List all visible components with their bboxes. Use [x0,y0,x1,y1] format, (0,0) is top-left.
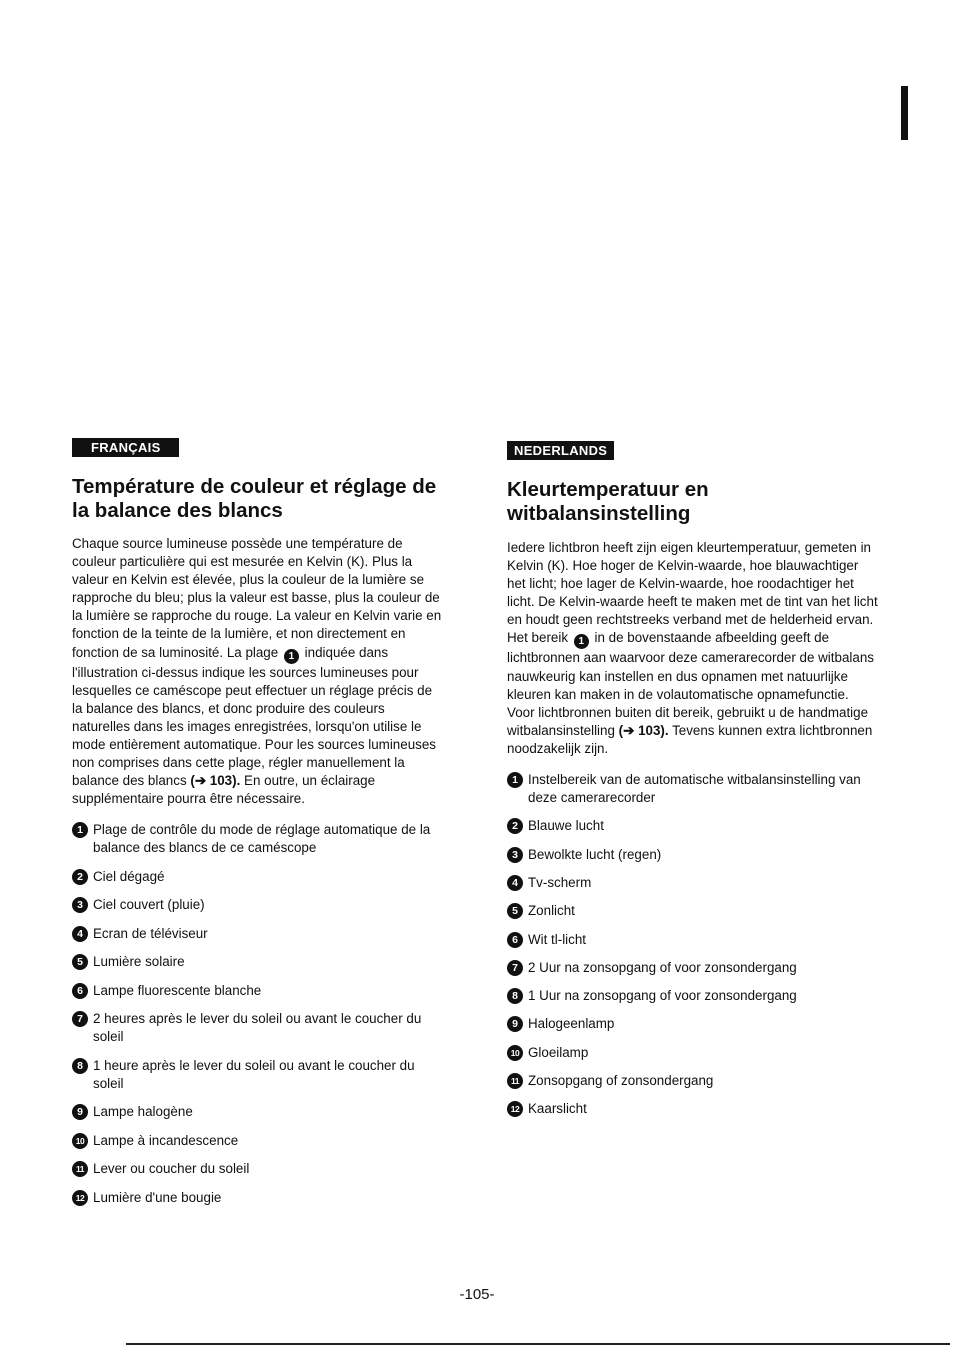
section-edge-marker [901,86,908,140]
nederlands-column [507,441,879,1129]
legend-item [72,821,444,857]
legend-item-text: Lever ou coucher du soleil [93,1161,250,1177]
legend-number-badge: 12 [72,1190,88,1206]
range-text-part2: in de bovenstaande afbeelding geeft de lichtbronnen aan waarvoor deze camerarecorder de witbalans nauwkeurig kan instellen en dus opnamen met natuurlijke kleuren kan maken in de volautomatische opnamefunctie. Voor lichtbronnen buiten dit bereik, gebruikt u de handmatige witbalansinstelling [507,630,874,738]
legend-item [72,868,444,886]
intro-text-part1: Chaque source lumineuse possède une température de couleur particulière qui est mesurée en Kelvin (K). Plus la valeur en Kelvin est élevée, plus la couleur de la lumière se rapproche du bleu; plus la valeur est basse, plus la couleur de la lumière se rapproche du rouge. La valeur en Kelvin varie en fonction de la teinte de la lumière, et non directement en fonction de sa luminosité. La plage [72,536,442,660]
intro-paragraph-nederlands: Iedere lichtbron heeft zijn eigen kleurtemperatuur, gemeten in Kelvin (K). Hoe hoger de Kelvin-waarde, hoe blauwachtiger het licht; hoe lager de Kelvin-waarde, hoe roodachtiger het licht. De Kelvin-waarde heeft te maken met de tint van het licht en houdt geen rechtstreeks verband met de helderheid ervan. [507,540,878,628]
legend-item [72,896,444,914]
legend-number-badge: 2 [507,818,523,834]
legend-item [507,874,879,892]
legend-number-badge: 6 [72,983,88,999]
language-tag-nederlands: NEDERLANDS [507,441,614,460]
legend-item-text: 1 heure après le lever du soleil ou avant le coucher du soleil [93,1057,415,1091]
legend-number-badge: 9 [72,1104,88,1120]
page-reference: (➔ 103). [190,773,241,789]
legend-item-text: Lumière solaire [93,954,185,970]
range-number-badge: 1 [574,634,589,649]
legend-item [507,1072,879,1090]
legend-item-text: 2 heures après le lever du soleil ou avant le coucher du soleil [93,1011,422,1045]
legend-number-badge: 10 [507,1045,523,1061]
legend-item-text: Gloeilamp [528,1044,589,1060]
legend-number-badge: 7 [507,960,523,976]
legend-item [507,1015,879,1033]
legend-item [72,1132,444,1150]
legend-number-badge: 12 [507,1101,523,1117]
legend-item [72,1103,444,1121]
legend-number-badge: 9 [507,1016,523,1032]
legend-item [72,1057,444,1093]
legend-item [507,959,879,977]
legend-item-text: Lumière d'une bougie [93,1189,222,1205]
legend-item [507,817,879,835]
legend-item-text: Halogeenlamp [528,1016,615,1032]
legend-number-badge: 4 [507,875,523,891]
legend-number-badge: 11 [72,1161,88,1177]
legend-item [507,846,879,864]
legend-item [507,771,879,807]
legend-number-badge: 5 [72,954,88,970]
legend-item [507,987,879,1005]
legend-item [507,931,879,949]
legend-item-text: Ciel dégagé [93,868,165,884]
intro-text-part2: indiquée dans l'illustration ci-dessus indique les sources lumineuses pour lesquelles ce caméscope peut effectuer un réglage précis de la balance des blancs, et donc produire des couleurs naturelles dans les images enregistrées, lorsqu'on utilise le mode entièrement automatique. Pour les sources lumineuses non comprises dans cette plage, régler manuellement la balance des blancs [72,644,436,789]
legend-item [72,982,444,1000]
legend-item-text: Blauwe lucht [528,818,604,834]
legend-item [507,1044,879,1062]
legend-number-badge: 7 [72,1011,88,1027]
legend-item-text: 1 Uur na zonsopgang of voor zonsondergang [528,988,797,1004]
legend-item [72,925,444,943]
legend-number-badge: 2 [72,869,88,885]
range-text-part3: Tevens kunnen extra lichtbronnen noodzakelijk zijn. [507,722,873,756]
legend-item-text: Zonsopgang of zonsondergang [528,1073,714,1088]
legend-number-badge: 8 [507,988,523,1004]
legend-number-badge: 8 [72,1058,88,1074]
legend-list-nederlands [507,771,879,1118]
range-number-badge: 1 [284,649,299,664]
legend-item [72,953,444,971]
legend-item [72,1010,444,1046]
legend-item-text: Ciel couvert (pluie) [93,897,205,913]
legend-item-text: Kaarslicht [528,1101,587,1117]
legend-number-badge: 10 [72,1133,88,1149]
range-text-part1: Het bereik [507,630,569,646]
francais-column [72,438,444,1217]
intro-text-part3: En outre, un éclairage supplémentaire pourra être nécessaire. [72,773,376,807]
legend-item-text: Lampe à incandescence [93,1132,239,1148]
language-tag-francais: FRANÇAIS [72,438,179,457]
section-title-nederlands: Kleurtemperatuur en witbalansinstelling [507,478,709,525]
legend-item-text: Lampe halogène [93,1104,193,1120]
page-number: -105- [459,1286,495,1303]
legend-item-text: Instelbereik van de automatische witbalansinstelling van deze camerarecorder [528,772,861,806]
legend-number-badge: 5 [507,903,523,919]
section-title-francais: Température de couleur et réglage de la balance des blancs [72,475,437,522]
legend-item [507,1100,879,1118]
legend-number-badge: 3 [507,847,523,863]
legend-item-text: Ecran de téléviseur [93,925,208,941]
intro-paragraph-francais [72,535,444,808]
legend-item-text: 2 Uur na zonsopgang of voor zonsondergang [528,959,797,975]
legend-list-francais [72,821,444,1207]
legend-number-badge: 1 [72,822,88,838]
legend-item [72,1160,444,1178]
legend-item-text: Wit tl-licht [528,931,587,947]
legend-item-text: Tv-scherm [528,874,592,890]
legend-item-text: Lampe fluorescente blanche [93,982,262,998]
legend-item [72,1189,444,1207]
page-reference: (➔ 103). [618,722,669,738]
legend-number-badge: 11 [507,1073,523,1089]
legend-item-text: Plage de contrôle du mode de réglage automatique de la balance des blancs de ce caméscope [93,822,431,856]
legend-number-badge: 6 [507,932,523,948]
bottom-rule [126,1343,950,1345]
legend-item-text: Bewolkte lucht (regen) [528,846,662,862]
legend-number-badge: 4 [72,926,88,942]
range-paragraph-nederlands [507,629,879,758]
legend-item [507,902,879,920]
legend-number-badge: 3 [72,897,88,913]
legend-item-text: Zonlicht [528,903,575,919]
legend-number-badge: 1 [507,772,523,788]
